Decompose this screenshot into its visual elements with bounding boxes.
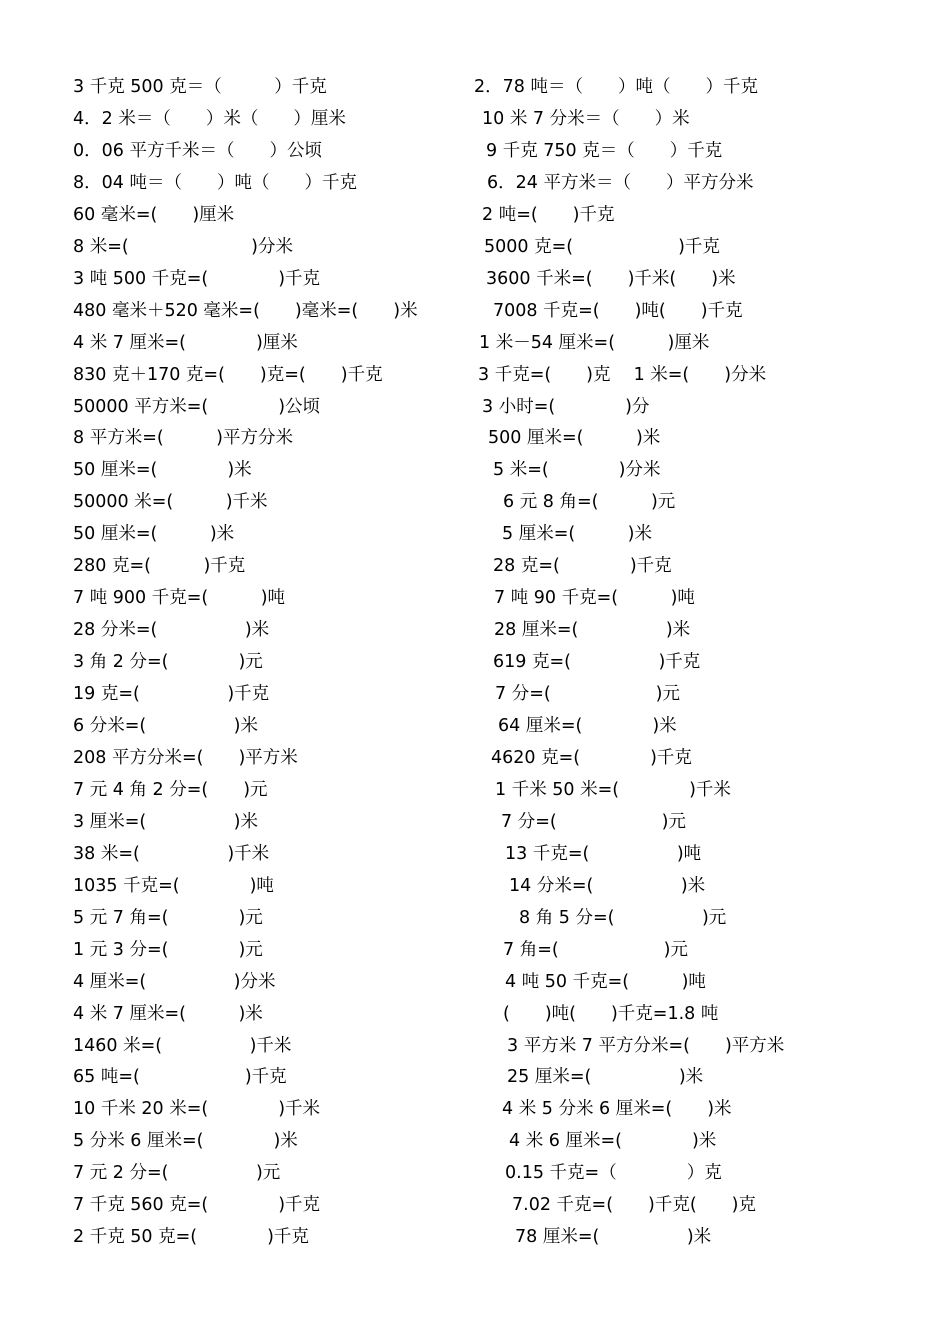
problem-right: ( )吨( )千克=1.8 吨 xyxy=(503,1003,719,1024)
problem-right: 7.02 千克=( )千克( )克 xyxy=(512,1195,756,1216)
problem-right: 3 千克=( )克 1 米=( )分米 xyxy=(478,364,767,385)
problem-right: 2．78 吨＝（ ）吨（ ）千克 xyxy=(474,77,758,97)
problem-right: 5000 克=( )千克 xyxy=(484,236,720,257)
problem-right: 4 米 5 分米 6 厘米=( )米 xyxy=(502,1099,732,1120)
problem-right: 3 小时=( )分 xyxy=(482,396,650,417)
problem-left: 7 吨 900 千克=( )吨 xyxy=(73,588,286,609)
problem-right: 1 米－54 厘米=( )厘米 xyxy=(479,332,710,353)
problem-left: 4 米 7 厘米=( )米 xyxy=(73,1003,263,1024)
problem-right: 5 米=( )分米 xyxy=(493,460,661,481)
problem-right: 6 元 8 角=( )元 xyxy=(503,492,676,513)
problem-left: 4 米 7 厘米=( )厘米 xyxy=(73,332,298,353)
problem-left: 3 吨 500 千克=( )千克 xyxy=(73,268,321,289)
problem-left: 1035 千克=( )吨 xyxy=(73,875,274,896)
problem-left: 8 平方米=( )平方分米 xyxy=(73,428,294,449)
problem-right: 8 角 5 分=( )元 xyxy=(519,907,727,928)
problem-left: 1 元 3 分=( )元 xyxy=(73,939,263,960)
problem-left: 5 分米 6 厘米=( )米 xyxy=(73,1131,298,1152)
problem-right: 7 吨 90 千克=( )吨 xyxy=(494,588,695,609)
problem-right: 619 克=( )千克 xyxy=(493,652,701,673)
problem-left: 19 克=( )千克 xyxy=(73,684,270,705)
problem-right: 7 分=( )元 xyxy=(501,811,687,832)
problem-right: 0.15 千克=（ ）克 xyxy=(505,1163,722,1184)
problem-left: 208 平方分米=( )平方米 xyxy=(73,747,298,768)
problem-left: 60 毫米=( )厘米 xyxy=(73,204,235,225)
problem-left: 8 米=( )分米 xyxy=(73,236,294,257)
problem-left: 5 元 7 角=( )元 xyxy=(73,907,263,928)
problem-right: 7 角=( )元 xyxy=(503,939,689,960)
problem-right: 3600 千米=( )千米( )米 xyxy=(486,268,736,289)
problem-right: 28 克=( )千克 xyxy=(493,556,672,577)
problem-left: 38 米=( )千米 xyxy=(73,843,270,864)
problem-left: 1460 米=( )千米 xyxy=(73,1035,292,1056)
problem-left: 3 千克 500 克＝（ ）千克 xyxy=(73,77,327,97)
problem-left: 8．04 吨＝（ ）吨（ ）千克 xyxy=(73,172,357,193)
problem-right: 25 厘米=( )米 xyxy=(507,1067,704,1088)
problem-right: 4 吨 50 千克=( )吨 xyxy=(505,971,706,992)
problem-right: 9 千克 750 克＝（ ）千克 xyxy=(486,140,723,161)
problem-right: 10 米 7 分米＝（ ）米 xyxy=(482,108,690,129)
problem-left: 7 元 4 角 2 分=( )元 xyxy=(73,779,268,800)
problem-left: 28 分米=( )米 xyxy=(73,620,270,641)
problem-right: 1 千米 50 米=( )千米 xyxy=(495,779,731,800)
problem-right: 14 分米=( )米 xyxy=(509,875,706,896)
problem-right: 28 厘米=( )米 xyxy=(494,620,691,641)
problem-right: 7008 千克=( )吨( )千克 xyxy=(493,300,743,321)
problem-right: 500 厘米=( )米 xyxy=(488,428,661,449)
problem-left: 4 厘米=( )分米 xyxy=(73,971,276,992)
problem-right: 78 厘米=( )米 xyxy=(515,1227,712,1248)
problem-right: 64 厘米=( )米 xyxy=(498,716,677,736)
problem-right: 3 平方米 7 平方分米=( )平方米 xyxy=(507,1035,785,1056)
problem-left: 3 厘米=( )米 xyxy=(73,811,259,832)
problem-left: 480 毫米＋520 毫米=( )毫米=( )米 xyxy=(73,300,418,321)
problem-left: 50000 平方米=( )公顷 xyxy=(73,396,321,417)
problem-left: 830 克＋170 克=( )克=( )千克 xyxy=(73,364,383,385)
problem-left: 10 千米 20 米=( )千米 xyxy=(73,1099,321,1120)
problem-left: 7 千克 560 克=( )千克 xyxy=(73,1195,321,1216)
problem-left: 50000 米=( )千米 xyxy=(73,492,268,513)
problem-left: 50 厘米=( )米 xyxy=(73,524,235,545)
problem-left: 7 元 2 分=( )元 xyxy=(73,1163,281,1184)
problem-left: 280 克=( )千克 xyxy=(73,556,246,577)
problem-right: 6．24 平方米＝（ ）平方分米 xyxy=(487,172,754,193)
problem-left: 4．2 米＝（ ）米（ ）厘米 xyxy=(73,108,346,129)
problem-right: 5 厘米=( )米 xyxy=(502,524,653,545)
problem-left: 65 吨=( )千克 xyxy=(73,1067,287,1088)
problem-right: 13 千克=( )吨 xyxy=(505,843,702,864)
problem-right: 2 吨=( )千克 xyxy=(482,204,615,225)
problem-left: 3 角 2 分=( )元 xyxy=(73,652,263,673)
problem-right: 4620 克=( )千克 xyxy=(491,747,692,768)
problem-left: 6 分米=( )米 xyxy=(73,716,259,736)
problem-left: 2 千克 50 克=( )千克 xyxy=(73,1227,309,1248)
problem-left: 50 厘米=( )米 xyxy=(73,460,252,481)
problem-right: 7 分=( )元 xyxy=(495,684,681,705)
problem-right: 4 米 6 厘米=( )米 xyxy=(509,1131,717,1152)
problem-left: 0．06 平方千米＝（ ）公顷 xyxy=(73,140,322,161)
